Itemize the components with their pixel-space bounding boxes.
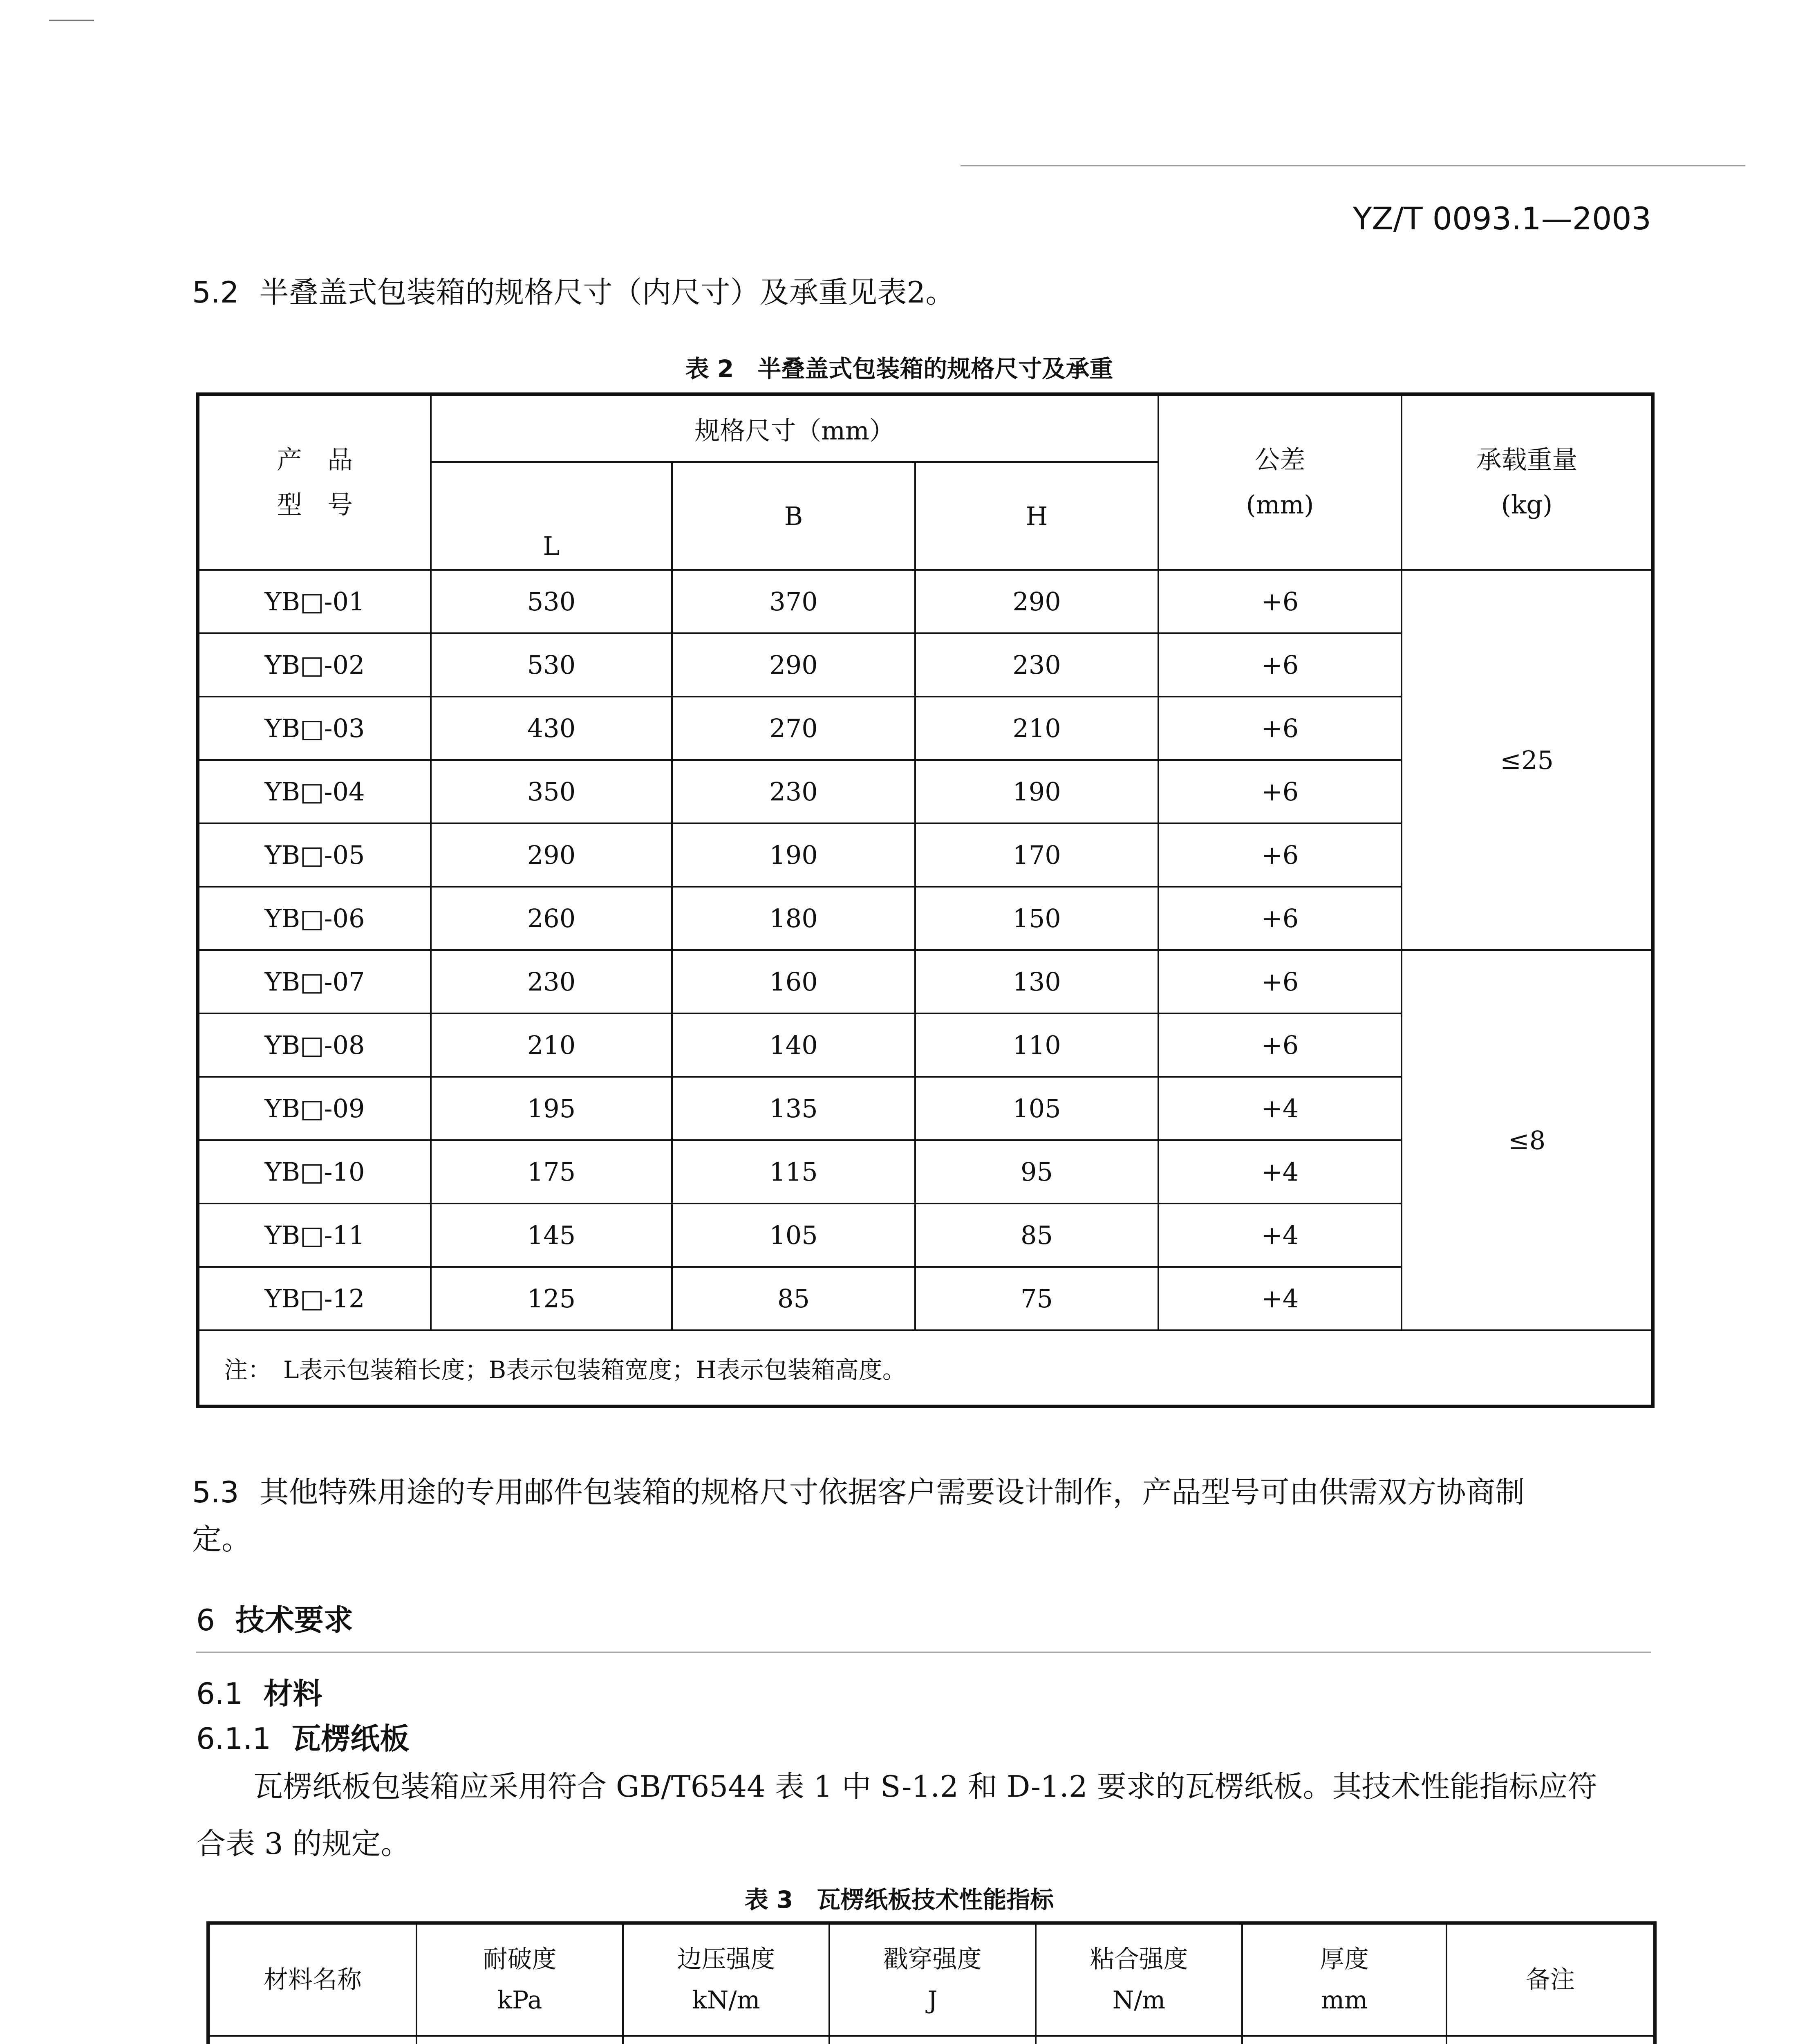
cell-L: 230 (431, 950, 672, 1013)
table-row (198, 950, 1653, 1013)
section-text-line2: 定。 (192, 1522, 251, 1556)
cell-tolerance: +6 (1158, 697, 1402, 760)
cell-L: 350 (431, 760, 672, 823)
cell-H: 105 (915, 1077, 1158, 1140)
cell-tolerance: +4 (1158, 1140, 1402, 1204)
divider-line (196, 1652, 1651, 1653)
cell-model: YB□-05 (198, 823, 431, 887)
cell-H: 130 (915, 950, 1158, 1013)
header-model: 产 品 型 号 (198, 394, 431, 570)
section-5-3 (192, 1461, 1664, 1570)
cell-remark (1446, 2036, 1655, 2044)
table2-caption: 表 2 半叠盖式包装箱的规格尺寸及承重 (685, 355, 1113, 383)
cell-model: YB□-06 (198, 887, 431, 950)
section-number: 6 (196, 1603, 215, 1637)
cell-model: YB□-09 (198, 1077, 431, 1140)
section-title: 材料 (263, 1676, 322, 1711)
table3 (206, 1921, 1657, 2044)
cell-load-group2: ≤8 (1402, 950, 1653, 1330)
cell-thickness (1242, 2036, 1446, 2044)
header-edge-crush: 边压强度 kN/m (623, 1923, 829, 2036)
cell-H: 230 (915, 633, 1158, 697)
cell-H: 85 (915, 1204, 1158, 1267)
table-row (198, 570, 1653, 633)
cell-H: 75 (915, 1267, 1158, 1330)
cell-tolerance: +6 (1158, 760, 1402, 823)
cell-B: 115 (672, 1140, 915, 1204)
cell-model: YB□-04 (198, 760, 431, 823)
cell-tolerance: +4 (1158, 1267, 1402, 1330)
cell-model: YB□-11 (198, 1204, 431, 1267)
cell-tolerance: +6 (1158, 887, 1402, 950)
cell-B: 270 (672, 697, 915, 760)
section-5-2 (192, 272, 1664, 313)
cell-L: 145 (431, 1204, 672, 1267)
cell-L: 260 (431, 887, 672, 950)
cell-edge-crush (623, 2036, 829, 2044)
cell-tolerance: +4 (1158, 1077, 1402, 1140)
cell-tolerance: +4 (1158, 1204, 1402, 1267)
table2 (196, 392, 1655, 1408)
cell-material (208, 2036, 416, 2044)
section-title: 技术要求 (235, 1603, 353, 1637)
cell-model: YB□-10 (198, 1140, 431, 1204)
section-number: 5.3 (192, 1475, 239, 1509)
cell-model: YB□-03 (198, 697, 431, 760)
body-line-2: 合表 3 的规定。 (196, 1827, 410, 1861)
header-L: L (431, 462, 672, 570)
cell-H: 95 (915, 1140, 1158, 1204)
cell-B: 190 (672, 823, 915, 887)
cell-burst (416, 2036, 623, 2044)
cell-tolerance: +6 (1158, 823, 1402, 887)
cell-L: 530 (431, 633, 672, 697)
cell-tolerance: +6 (1158, 633, 1402, 697)
cell-B: 160 (672, 950, 915, 1013)
cell-tolerance: +6 (1158, 570, 1402, 633)
header-burst: 耐破度 kPa (416, 1923, 623, 2036)
scan-line-top-left (49, 20, 94, 21)
cell-tolerance: +6 (1158, 1013, 1402, 1077)
cell-B: 230 (672, 760, 915, 823)
cell-load-group1: ≤25 (1402, 570, 1653, 950)
cell-L: 290 (431, 823, 672, 887)
section-6-1-1-heading (196, 1715, 409, 1757)
cell-B: 370 (672, 570, 915, 633)
cell-L: 530 (431, 570, 672, 633)
section-text: 其他特殊用途的专用邮件包装箱的规格尺寸依据客户需要设计制作，产品型号可由供需双方协商制 (259, 1475, 1525, 1509)
header-H: H (915, 462, 1158, 570)
header-thickness: 厚度 mm (1242, 1923, 1446, 2036)
cell-L: 195 (431, 1077, 672, 1140)
cell-L: 175 (431, 1140, 672, 1204)
cell-L: 210 (431, 1013, 672, 1077)
header-bond: 粘合强度 N/m (1036, 1923, 1242, 2036)
section-text: 半叠盖式包装箱的规格尺寸（内尺寸）及承重见表2。 (259, 275, 955, 309)
table3-caption: 表 3 瓦楞纸板技术性能指标 (744, 1886, 1054, 1914)
cell-H: 150 (915, 887, 1158, 950)
header-dims: 规格尺寸（mm） (431, 394, 1158, 462)
body-line-1: 瓦楞纸板包装箱应采用符合 GB/T6544 表 1 中 S-1.2 和 D-1.2 要求的瓦楞纸板。其技术性能指标应符 (253, 1769, 1597, 1804)
cell-B: 140 (672, 1013, 915, 1077)
cell-model: YB□-02 (198, 633, 431, 697)
header-puncture: 戳穿强度 J (829, 1923, 1036, 2036)
header-load: 承载重量 (kg) (1402, 394, 1653, 570)
header-remark: 备注 (1446, 1923, 1655, 2036)
cell-model: YB□-01 (198, 570, 431, 633)
header-rule (961, 165, 1745, 166)
header-material: 材料名称 (208, 1923, 416, 2036)
cell-model: YB□-07 (198, 950, 431, 1013)
section-number: 6.1.1 (196, 1721, 271, 1756)
standard-number: YZ/T 0093.1—2003 (1352, 200, 1651, 237)
section-number: 5.2 (192, 275, 239, 309)
section-6-1-heading (196, 1670, 322, 1712)
header-B: B (672, 462, 915, 570)
cell-B: 135 (672, 1077, 915, 1140)
cell-H: 170 (915, 823, 1158, 887)
section-number: 6.1 (196, 1676, 243, 1711)
table3-header-row (208, 1923, 1655, 2036)
table2-note: 注： L表示包装箱长度；B表示包装箱宽度；H表示包装箱高度。 (198, 1330, 1653, 1406)
section-title: 瓦楞纸板 (291, 1721, 410, 1756)
cell-L: 125 (431, 1267, 672, 1330)
cell-H: 190 (915, 760, 1158, 823)
cell-L: 430 (431, 697, 672, 760)
header-tolerance: 公差 (mm) (1158, 394, 1402, 570)
cell-bond (1036, 2036, 1242, 2044)
section-6-1-1-body (196, 1758, 1668, 1872)
cell-puncture (829, 2036, 1036, 2044)
cell-B: 290 (672, 633, 915, 697)
cell-model: YB□-12 (198, 1267, 431, 1330)
cell-model: YB□-08 (198, 1013, 431, 1077)
cell-H: 210 (915, 697, 1158, 760)
cell-H: 110 (915, 1013, 1158, 1077)
table-row (208, 2036, 1655, 2044)
section-6-heading (196, 1596, 353, 1639)
cell-B: 85 (672, 1267, 915, 1330)
cell-B: 105 (672, 1204, 915, 1267)
cell-B: 180 (672, 887, 915, 950)
cell-H: 290 (915, 570, 1158, 633)
cell-tolerance: +6 (1158, 950, 1402, 1013)
